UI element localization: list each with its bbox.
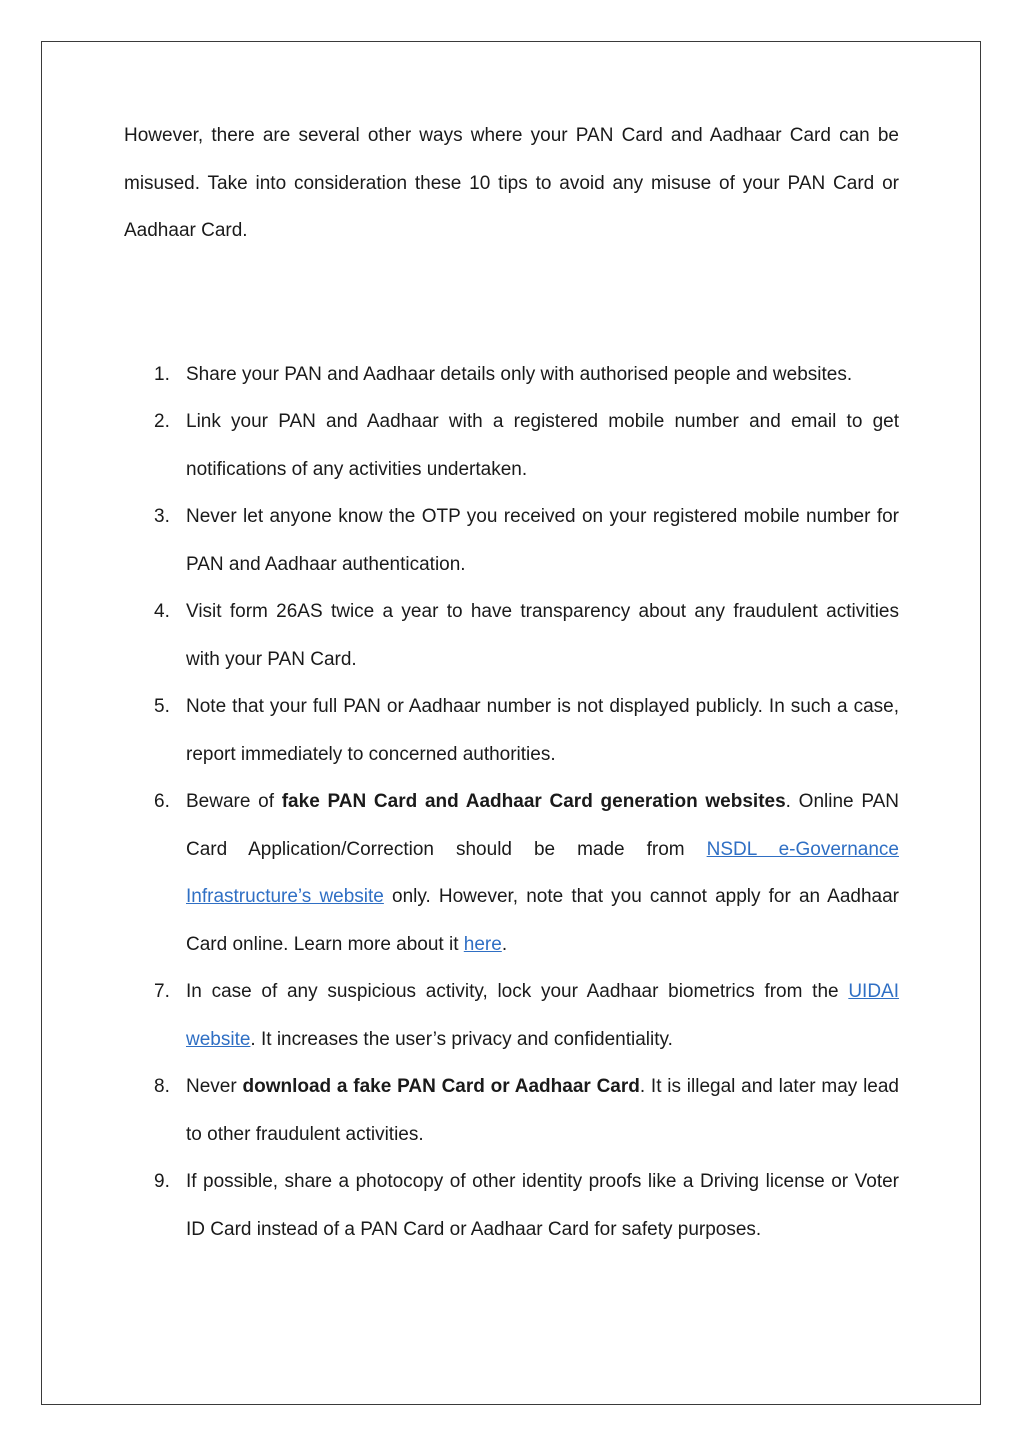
list-item-text: Link your PAN and Aadhaar with a registered mobile number and email to get notifications of any activities undertaken. bbox=[186, 411, 899, 480]
tips-list bbox=[124, 351, 899, 1254]
list-item bbox=[154, 398, 899, 493]
list-item-number: 9. bbox=[154, 1171, 170, 1192]
list-item bbox=[154, 351, 899, 399]
list-item-text: . It increases the user’s privacy and confidentiality. bbox=[250, 1028, 673, 1050]
bold-warning-text: fake PAN Card and Aadhaar Card generation websites bbox=[281, 791, 786, 812]
list-item-text: Share your PAN and Aadhaar details only with authorised people and websites. bbox=[186, 363, 853, 385]
list-item-text: . Online PAN Card Application/Correction should be made from bbox=[186, 791, 899, 860]
list-item bbox=[154, 1063, 899, 1158]
list-item-number: 8. bbox=[154, 1076, 170, 1097]
list-item-text: Beware of bbox=[186, 791, 282, 812]
list-item-text: Visit form 26AS twice a year to have transparency about any fraudulent activities with your PAN Card. bbox=[186, 601, 899, 670]
list-item-text: . It is illegal and later may lead to other fraudulent activities. bbox=[186, 1076, 899, 1145]
list-item-number: 1. bbox=[154, 363, 170, 385]
list-item-text: only. However, note that you cannot apply for an Aadhaar Card online. Learn more about it bbox=[186, 886, 900, 955]
intro-paragraph: However, there are several other ways where your PAN Card and Aadhaar Card can be misused. Take into consideration these 10 tips to avoid any misuse of your PAN Card or Aadhaar Card. bbox=[124, 125, 899, 241]
nsdl-website-link[interactable]: NSDL e-Governance Infrastructure’s website bbox=[186, 838, 899, 907]
list-item bbox=[154, 588, 899, 683]
list-item-text: In case of any suspicious activity, lock your Aadhaar biometrics from the bbox=[186, 981, 849, 1002]
list-item-number: 4. bbox=[154, 601, 170, 622]
list-item bbox=[154, 683, 899, 778]
list-item-number: 6. bbox=[154, 791, 170, 812]
list-item-text: If possible, share a photocopy of other identity proofs like a Driving license or Voter ID Card instead of a PAN Card or Aadhaar Card for safety purposes. bbox=[186, 1171, 899, 1240]
list-item-text: . bbox=[501, 933, 508, 955]
document-body bbox=[124, 112, 899, 1253]
here-link[interactable]: here bbox=[463, 933, 502, 955]
bold-warning-text: download a fake PAN Card or Aadhaar Card bbox=[242, 1076, 640, 1097]
list-item-number: 2. bbox=[154, 411, 170, 432]
list-item-number: 3. bbox=[154, 506, 170, 527]
list-item-text: Note that your full PAN or Aadhaar number is not displayed publicly. In such a case, report immediately to concerned authorities. bbox=[186, 696, 899, 765]
uidai-website-link[interactable]: UIDAI website bbox=[186, 981, 899, 1050]
list-item bbox=[154, 778, 900, 968]
list-item bbox=[154, 1158, 899, 1253]
list-item-text: Never bbox=[186, 1076, 243, 1097]
list-item-text: Never let anyone know the OTP you received on your registered mobile number for PAN and Aadhaar authentication. bbox=[186, 506, 899, 575]
list-item bbox=[154, 493, 899, 588]
list-item-number: 5. bbox=[154, 696, 170, 717]
list-item-number: 7. bbox=[154, 981, 170, 1002]
list-item bbox=[154, 968, 899, 1063]
